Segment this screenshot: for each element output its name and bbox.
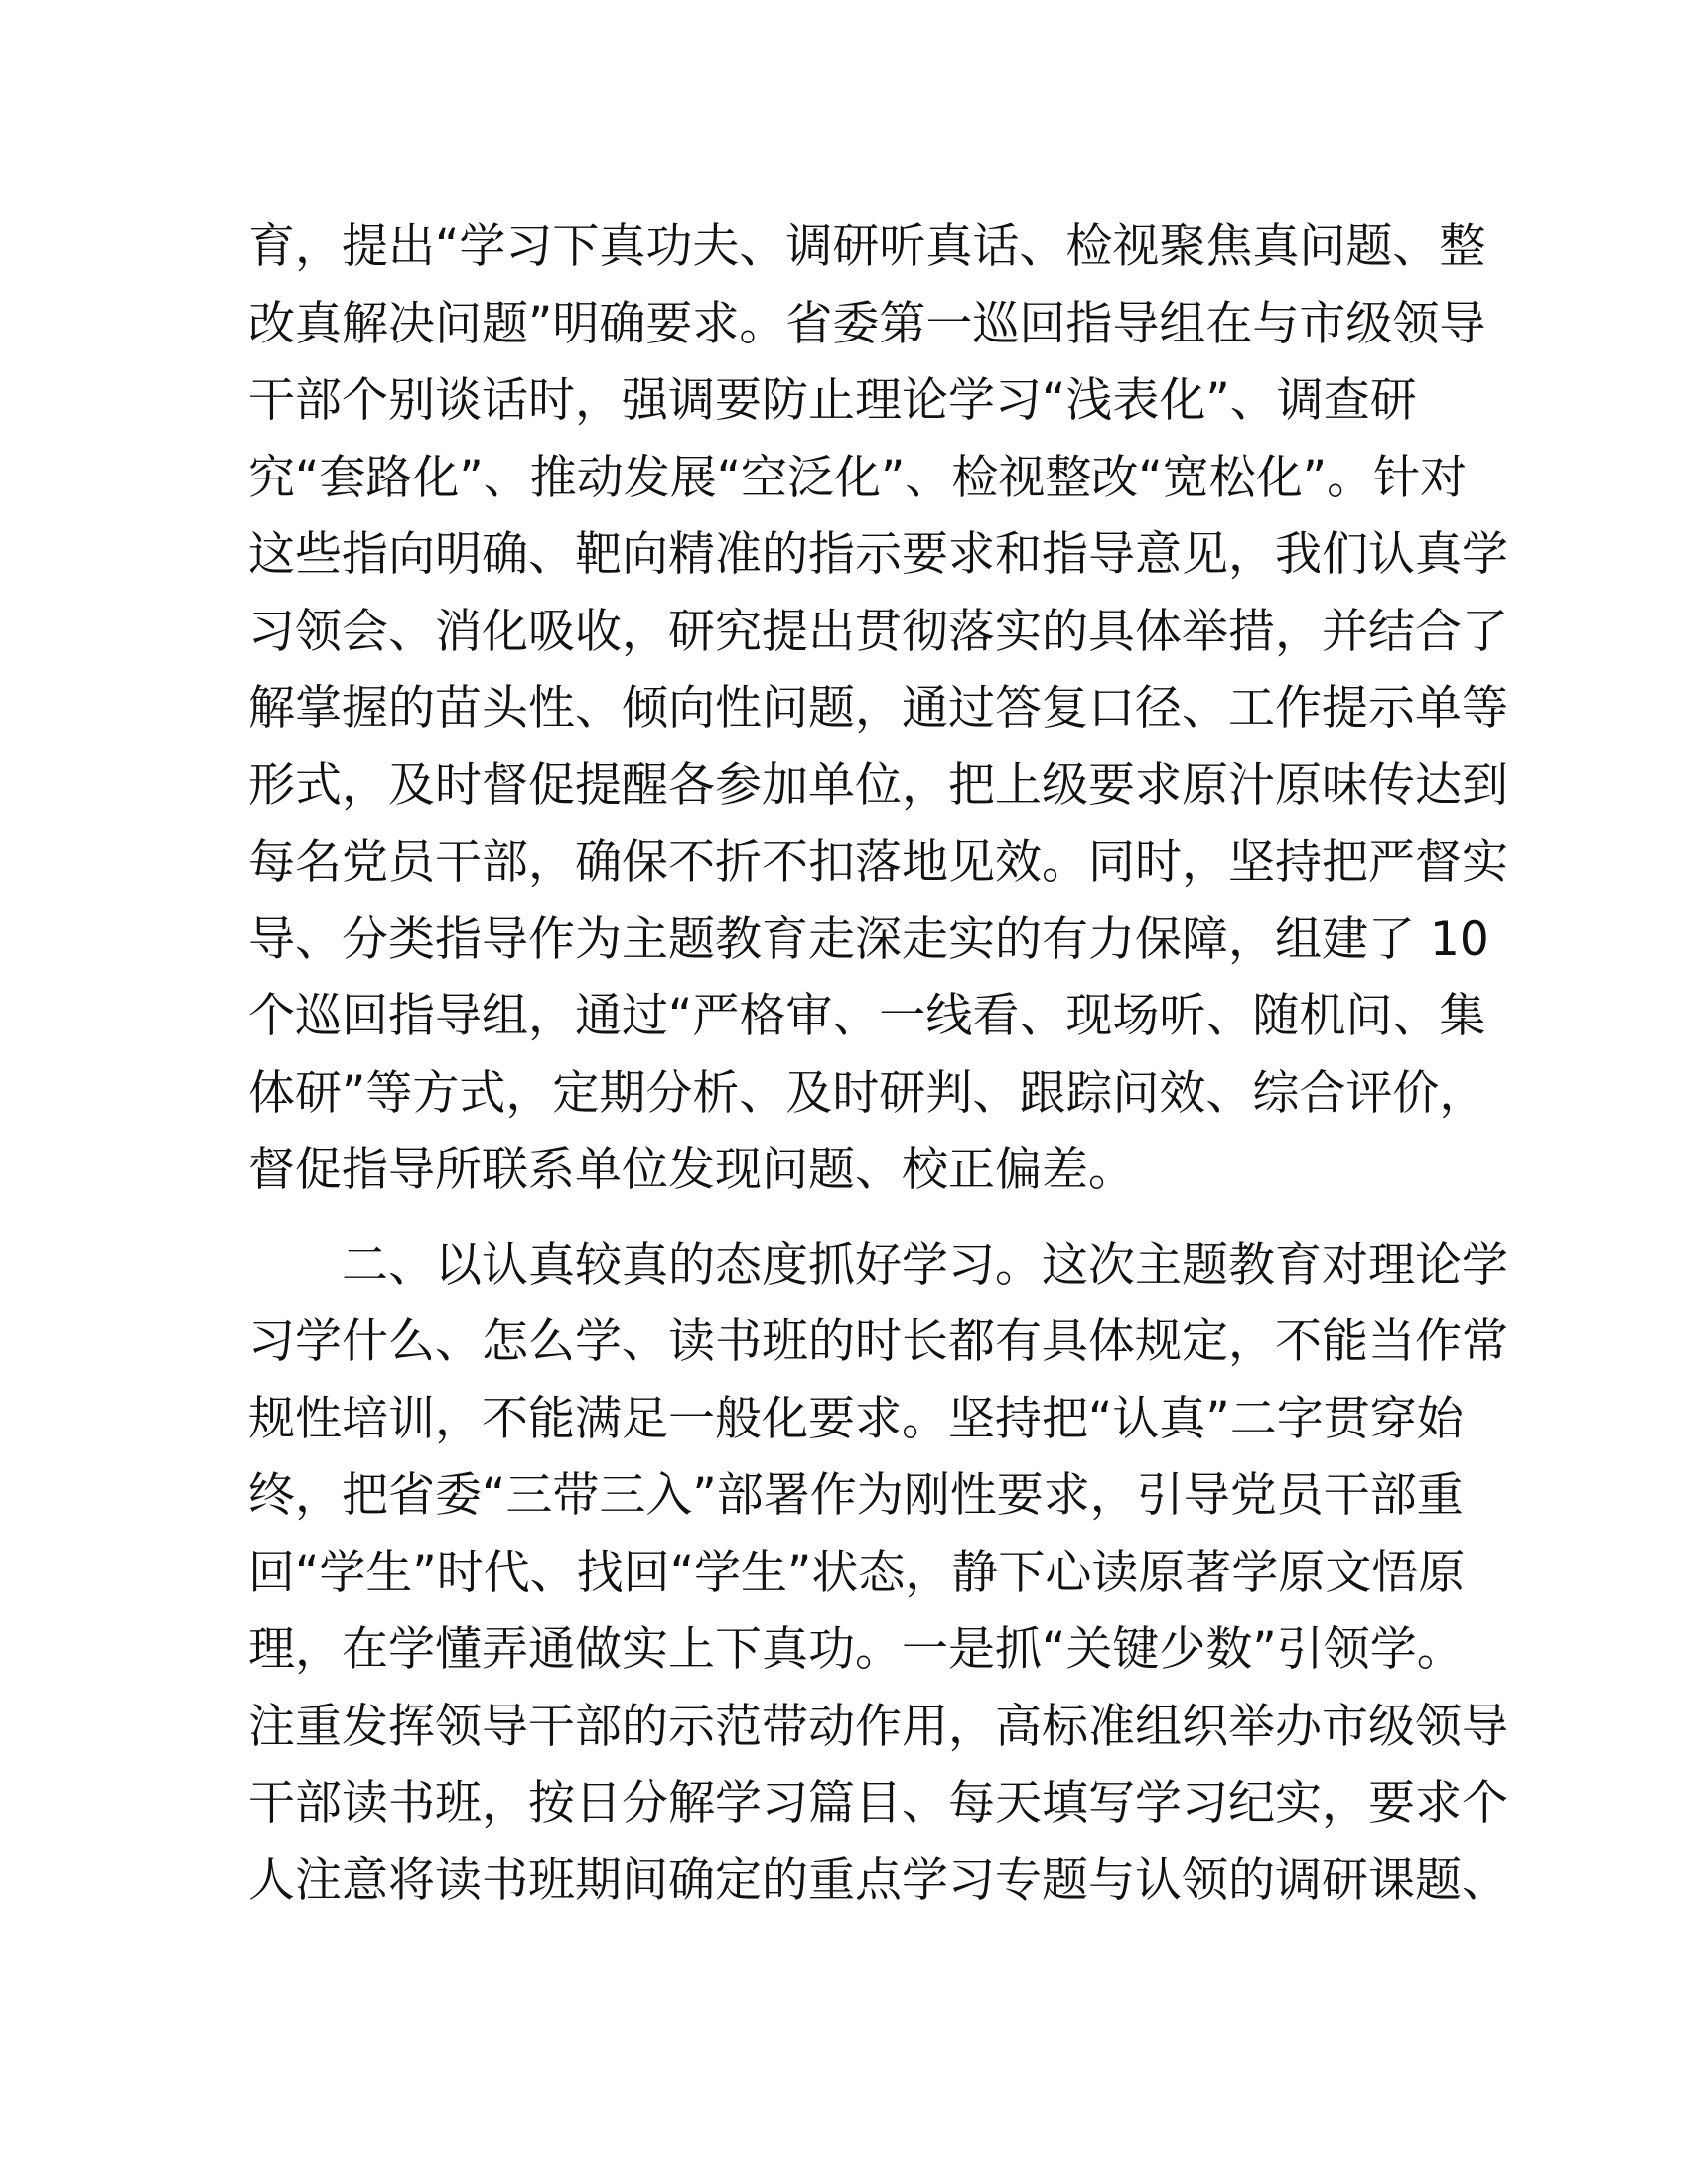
text-line: 每名党员干部，确保不折不扣落地见效。同时，坚持把严督实 [248,835,1508,889]
paragraph-1 [248,208,1508,1209]
text-line: 干部读书班，按日分解学习篇目、每天填写学习纪实，要求个 [248,1776,1508,1831]
text-line: 这些指向明确、靶向精准的指示要求和指导意见，我们认真学 [248,527,1508,582]
text-line: 人注意将读书班期间确定的重点学习专题与认领的调研课题、 [248,1852,1508,1908]
text-line: 体研”等方式，定期分析、及时研判、跟踪问效、综合评价， [248,1065,1486,1121]
text-line: 个巡回指导组，通过“严格审、一线看、现场听、随机问、集 [248,989,1486,1043]
text-line: 理，在学懂弄通做实上下真功。一是抓“关键少数”引领学。 [248,1622,1464,1677]
body-text [248,208,1508,1919]
text-line: 习学什么、怎么学、读书班的时长都有具体规定，不能当作常 [248,1314,1508,1369]
paragraph-2 [248,1227,1508,1920]
text-line: 形式，及时督促提醒各参加单位，把上级要求原汁原味传达到 [248,757,1508,813]
text-line: 二、以认真较真的态度抓好学习。这次主题教育对理论学 [342,1237,1508,1293]
text-line: 终，把省委“三带三入”部署作为刚性要求，引导党员干部重 [248,1468,1464,1523]
text-line: 习领会、消化吸收，研究提出贯彻落实的具体举措，并结合了 [248,604,1508,659]
text-line: 干部个别谈话时，强调要防止理论学习“浅表化”、调查研 [248,373,1417,428]
text-line: 注重发挥领导干部的示范带动作用，高标准组织举办市级领导 [248,1699,1508,1754]
text-line: 规性培训，不能满足一般化要求。坚持把“认真”二字贯穿始 [248,1391,1464,1446]
text-line: 改真解决问题”明确要求。省委第一巡回指导组在与市级领导 [248,296,1486,351]
text-line: 督促指导所联系单位发现问题、校正偏差。 [248,1143,1135,1197]
text-line: 导、分类指导作为主题教育走深走实的有力保障，组建了 10 [248,911,1489,967]
text-line: 解掌握的苗头性、倾向性问题，通过答复口径、工作提示单等 [248,681,1508,736]
paragraph-gap [248,1209,1440,1227]
text-line: 究“套路化”、推动发展“空泛化”、检视整改“宽松化”。针对 [248,450,1468,505]
text-line: 回“学生”时代、找回“学生”状态，静下心读原著学原文悟原 [248,1545,1466,1600]
text-line: 育，提出“学习下真功夫、调研听真话、检视聚焦真问题、整 [248,219,1486,274]
